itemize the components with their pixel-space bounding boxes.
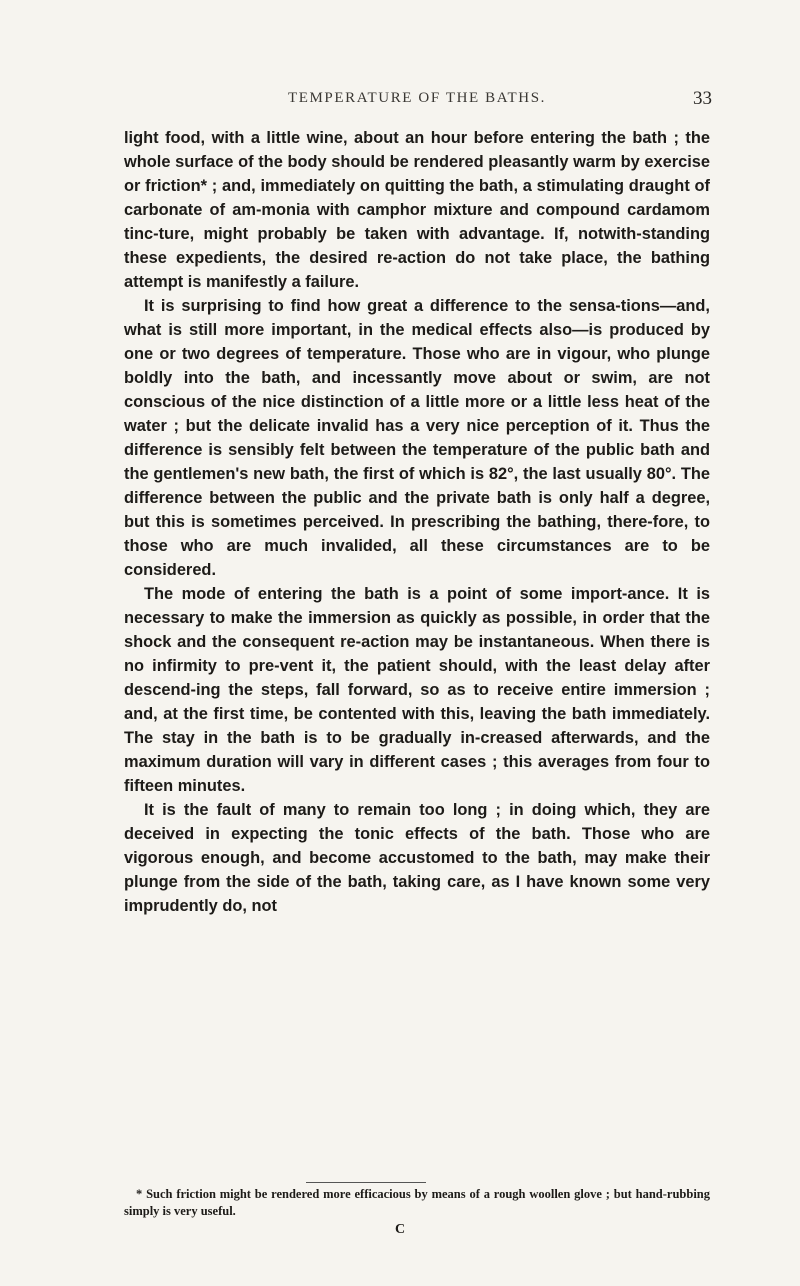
signature-mark: C [394,1222,406,1237]
running-title: TEMPERATURE OF THE BATHS. [287,90,547,106]
page-number: 33 [693,88,712,109]
footnote-divider [306,1182,426,1183]
paragraph: It is the fault of many to remain too long ; in doing which, they are deceived in expecting the tonic effects of the bath. Those who are vigorous enough, and become accustomed to the bath, may make their plunge from the side of the bath, taking care, as I have known some very imprudently do, not [124,801,710,915]
page-header [122,90,712,112]
footnote: * Such friction might be rendered more efficacious by means of a rough woollen glove ; but hand-rubbing simply is very useful. [124,1187,710,1218]
paragraph: The mode of entering the bath is a point of some import-ance. It is necessary to make the immersion as quickly as possible, in order that the shock and the consequent re-action may be instantaneous. When there is no infirmity to pre-vent it, the patient should, with the least delay after descend-ing the steps, fall forward, so as to receive entire immersion ; and, at the first time, be contented with this, leaving the bath immediately. The stay in the bath is to be gradually in-creased afterwards, and the maximum duration will vary in different cases ; this averages from four to fifteen minutes. [124,585,710,795]
body-text [124,126,710,918]
paragraph: light food, with a little wine, about an hour before entering the bath ; the whole surface of the body should be rendered pleasantly warm by exercise or friction* ; and, immediately on quitting the bath, a stimulating draught of carbonate of am-monia with camphor mixture and compound cardamom tinc-ture, might probably be taken with advantage. If, notwith-standing these expedients, the desired re-action do not take place, the bathing attempt is manifestly a failure. [124,129,710,291]
paragraph: It is surprising to find how great a difference to the sensa-tions—and, what is still more important, in the medical effects also—is produced by one or two degrees of temperature. Those who are in vigour, who plunge boldly into the bath, and incessantly move about or swim, are not conscious of the nice distinction of a little more or a little less heat of the water ; but the delicate invalid has a very nice perception of it. Thus the difference is sensibly felt between the temperature of the public bath and the gentlemen's new bath, the first of which is 82°, the last usually 80°. The difference between the public and the private bath is only half a degree, but this is sometimes perceived. In prescribing the bathing, there-fore, to those who are much invalided, all these circumstances are to be considered. [124,297,710,579]
